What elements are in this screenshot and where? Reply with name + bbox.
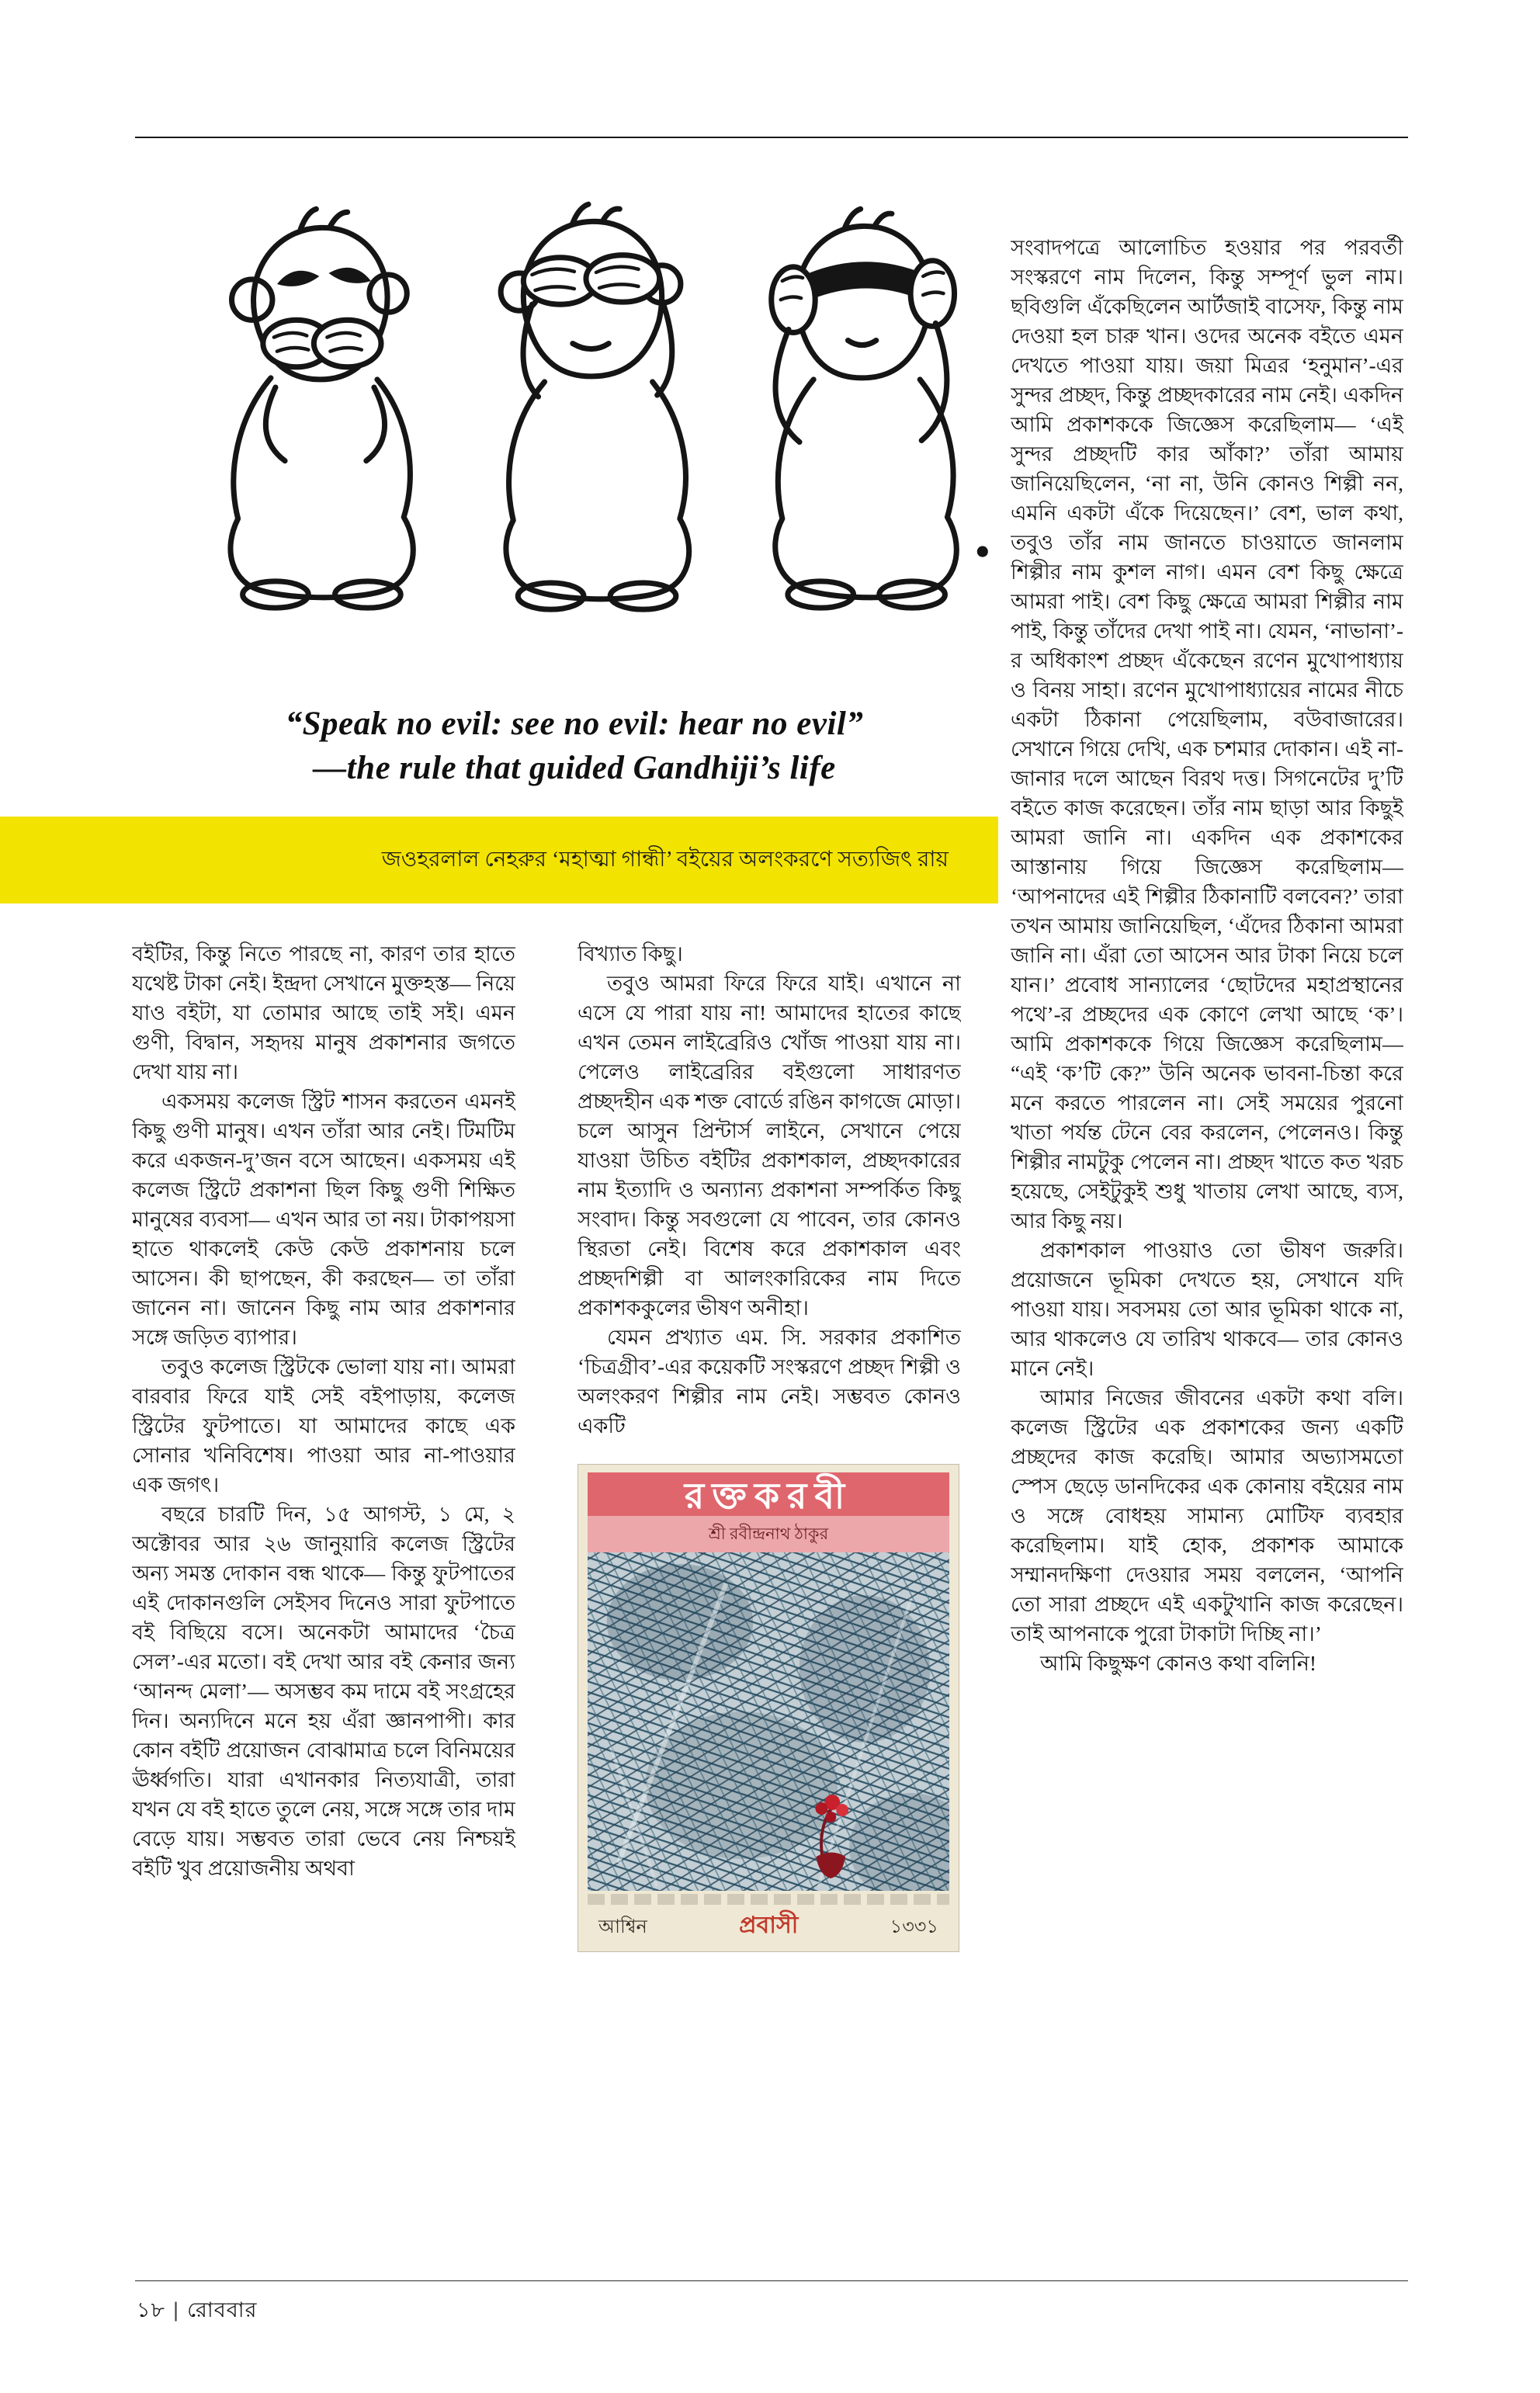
monkey-speak-no-evil <box>231 209 413 608</box>
book-cover-title: রক্তকরবী <box>684 1476 853 1516</box>
paragraph: আমার নিজের জীবনের একটা কথা বলি। কলেজ স্ট্রিটের এক প্রকাশকের জন্য একটি প্রচ্ছদের কাজ করেছি। আমার অভ্যাসমতো স্পেস ছেড়ে ডানদিকের এক কোনায় বইয়ের নাম ও সঙ্গে বোধহয় সামান্য মোটিফ ব্যবহার করেছিলাম। যাই হোক, প্রকাশক আমাকে সম্মানদক্ষিণা দেওয়ার সময় বললেন, ‘আপনি তো সারা প্রচ্ছদে এই একটুখানি কাজ করেছেন। তাই আপনাকে পুরো টাকাটা দিচ্ছি না।’ <box>1011 1386 1403 1646</box>
illustration-caption-line2: —the rule that guided Gandhiji’s life <box>313 749 836 786</box>
ink-dot <box>977 546 988 557</box>
paragraph: সংবাদপত্রে আলোচিত হওয়ার পর পরবর্তী সংস্করণে নাম দিলেন, কিন্তু সম্পূর্ণ ভুল নাম। ছবিগুলি এঁকেছিলেন আর্টজাই বাসেফ, কিন্তু নাম দেওয়া হল চারু খান। ওদের অনেক বইতে এমন দেখতে পাওয়া যায়। জয়া মিত্রর ‘হনুমান’-এর সুন্দর প্রচ্ছদ, কিন্তু প্রচ্ছদকারের নাম নেই। একদিন আমি প্রকাশককে জিজ্ঞেস করেছিলাম— ‘এই সুন্দর প্রচ্ছদটি কার আঁকা?’ তাঁরা আমায় জানিয়েছিলেন, ‘না না, উনি কোনও শিল্পী নন, এমনি একটা এঁকে দিয়েছেন।’ বেশ, ভাল কথা, তবুও তাঁর নাম জানতে চাওয়াতে জানলাম শিল্পীর নাম কুশল নাগ। এমন বেশ কিছু ক্ষেত্রে আমরা পাই। বেশ কিছু ক্ষেত্রে আমরা শিল্পীর নাম পাই, কিন্তু তাঁদের দেখা পাই না। যেমন, ‘নাভানা’-র অধিকাংশ প্রচ্ছদ এঁকেছেন রণেন মুখোপাধ্যায় ও বিনয় সাহা। রণেন মুখোপাধ্যায়ের নামের নীচে একটা ঠিকানা পেয়েছিলাম, বউবাজারের। সেখানে গিয়ে দেখি, এক চশমার দোকান। এই না-জানার দলে আছেন বিরথ দত্ত। সিগনেটের দু’টি বইতে কাজ করেছেন। তাঁর নাম ছাড়া আর কিছুই আমরা জানি না। একদিন এক প্রকাশকের আস্তানায় গিয়ে জিজ্ঞেস করেছিলাম— ‘আপনাদের এই শিল্পীর ঠিকানাটি বলবেন?’ তারা তখন আমায় জানিয়েছিল, ‘এঁদের ঠিকানা আমরা জানি না। এঁরা তো আসেন আর টাকা নিয়ে চলে যান।’ প্রবোধ সান্যালের ‘ছোটদের মহাপ্রস্থানের পথে’-র প্রচ্ছদের এক কোণে লেখা আছে ‘ক’। আমি প্রকাশককে গিয়ে জিজ্ঞেস করেছিলাম— “এই ‘ক’টি কে?” উনি অনেক ভাবনা-চিন্তা করে মনে করতে পারলেন না। সেই সময়ের পুরনো খাতা পর্যন্ত টেনে বের করলেন, পেলেনও। কিন্তু শিল্পীর নামটুকু পেলেন না। প্রচ্ছদ খাতে কত খরচ হয়েছে, সেইটুকুই শুধু খাতায় লেখা আছে, ব্যস, আর কিছু নয়। <box>1011 236 1403 1233</box>
paragraph: তবুও আমরা ফিরে ফিরে যাই। এখানে না এসে যে পারা যায় না! আমাদের হাতের কাছে এখন তেমন লাইব্রেরিও খোঁজ পাওয়া যায় না। পেলেও লাইব্রেরির বইগুলো সাধারণত প্রচ্ছদহীন এক শক্ত বোর্ডে রঙিন কাগজে মোড়া। চলে আসুন প্রিন্টার্স লাইনে, সেখানে পেয়ে যাওয়া উচিত বইটির প্রকাশকাল, প্রচ্ছদকারের নাম ইত্যাদি ও অন্যান্য প্রকাশনা সম্পর্কিত কিছু সংবাদ। কিন্তু সবগুলো যে পাবেন, তার কোনও স্থিরতা নেই। বিশেষ করে প্রকাশকাল এবং প্রচ্ছদশিল্পী বা আলংকারিকের নাম দিতে প্রকাশককুলের ভীষণ অনীহা। <box>578 972 961 1320</box>
page-number: ১৮ <box>137 2298 166 2322</box>
page-footer <box>137 2294 257 2329</box>
paragraph: একসময় কলেজ স্ট্রিট শাসন করতেন এমনই কিছু গুণী মানুষ। এখন তাঁরা আর নেই। টিমটিম করে একজন-দু’জন বসে আছেন। একসময় এই কলেজ স্ট্রিটে প্রকাশনা ছিল কিছু গুণী শিক্ষিত মানুষের ব্যবসা— এখন আর তা নয়। টাকাপয়সা হাতে থাকলেই কেউ কেউ প্রকাশনায় চলে আসেন। কী ছাপছেন, কী করছেন— তা তাঁরা জানেন না। জানেন কিছু নাম আর প্রকাশনার সঙ্গে জড়িত ব্যাপার। <box>132 1090 515 1349</box>
article-column-left <box>132 939 515 2279</box>
bottom-rule <box>135 2280 1408 2281</box>
monkey-hear-no-evil <box>772 209 957 608</box>
top-rule <box>135 137 1408 138</box>
book-cover-author-band <box>588 1516 949 1552</box>
paragraph: তবুও কলেজ স্ট্রিটকে ভোলা যায় না। আমরা বারবার ফিরে যাই সেই বইপাড়ায়, কলেজ স্ট্রিটের ফুটপাতে। যা আমাদের কাছে এক সোনার খনিবিশেষ। পাওয়া আর না-পাওয়ার এক জগৎ। <box>132 1355 515 1496</box>
magazine-name: রোববার <box>187 2298 258 2322</box>
article-column-middle <box>578 939 961 2279</box>
paragraph: যেমন প্রখ্যাত এম. সি. সরকার প্রকাশিত ‘চিত্রগ্রীব’-এর কয়েকটি সংস্করণে প্রচ্ছদ শিল্পী ও অলংকরণ শিল্পীর নাম নেই। সম্ভবত কোনও একটি <box>578 1326 961 1438</box>
illustration-caption <box>155 702 994 791</box>
book-cover-fine-print <box>588 1894 949 1905</box>
monkey-see-no-evil <box>501 204 689 609</box>
highlight-credit-bar <box>0 817 998 903</box>
paragraph: প্রকাশকাল পাওয়াও তো ভীষণ জরুরি। প্রয়োজনে ভূমিকা দেখতে হয়, সেখানে যদি পাওয়া যায়। সবসময় তো আর ভূমিকা থাকে না, আর থাকলেও যে তারিখ থাকবে— তার কোনও মানে নেই। <box>1011 1239 1403 1380</box>
book-cover-title-band <box>588 1472 949 1516</box>
imprint-year: ১৩৩১ <box>890 1917 938 1937</box>
footer-separator: | <box>173 2298 180 2322</box>
book-cover-author: শ্রী রবীন্দ্রনাথ ঠাকুর <box>708 1524 829 1543</box>
paragraph: বছরে চারটি দিন, ১৫ আগস্ট, ১ মে, ২ অক্টোবর আর ২৬ জানুয়ারি কলেজ স্ট্রিটের অন্য সমস্ত দোকান বন্ধ থাকে— কিন্তু ফুটপাতের এই দোকানগুলি সেইসব দিনেও সারা ফুটপাতে বই বিছিয়ে বসে। অনেকটা আমাদের ‘চৈত্র সেল’-এর মতো। বই দেখা আর বই কেনার জন্য ‘আনন্দ মেলা’— অসম্ভব কম দামে বই সংগ্রহের দিন। অন্যদিনে মনে হয় এঁরা জ্ঞানপাপী। কার কোন বইটি প্রয়োজন বোঝামাত্র চলে বিনিময়ের ঊর্ধ্বগতি। যারা এখানকার নিত্যযাত্রী, তারা যখন যে বই হাতে তুলে নেয়, সঙ্গে সঙ্গে তার দাম বেড়ে যায়। সম্ভবত তারা ভেবে নেয় নিশ্চয়ই বইটি খুব প্রয়োজনীয় অথবা <box>132 1503 515 1880</box>
imprint-publisher: প্রবাসী <box>739 1913 799 1938</box>
imprint-month: আশ্বিন <box>598 1917 647 1937</box>
book-cover-image <box>578 1464 959 1952</box>
paragraph: বইটির, কিন্তু নিতে পারছে না, কারণ তার হাতে যথেষ্ট টাকা নেই। ইন্দ্রদা সেখানে মুক্তহস্ত— নিয়ে যাও বইটা, যা তোমার আছে তাই সই। এমন গুণী, বিদ্বান, সহৃদয় মানুষ প্রকাশনার জগতে দেখা যায় না। <box>132 942 515 1084</box>
article-column-right <box>1011 233 1403 2282</box>
highlight-credit-text: জওহরলাল নেহরুর ‘মহাত্মা গান্ধী’ বইয়ের অলংকরণে সত্যজিৎ রায় <box>381 847 949 872</box>
three-monkeys-illustration <box>182 182 997 699</box>
book-cover-artwork <box>588 1552 949 1891</box>
paragraph: আমি কিছুক্ষণ কোনও কথা বলিনি! <box>1040 1652 1316 1675</box>
book-cover-imprint <box>588 1905 949 1947</box>
illustration-caption-line1: “Speak no evil: see no evil: hear no evil” <box>285 706 864 742</box>
paragraph: বিখ্যাত কিছু। <box>578 942 683 966</box>
